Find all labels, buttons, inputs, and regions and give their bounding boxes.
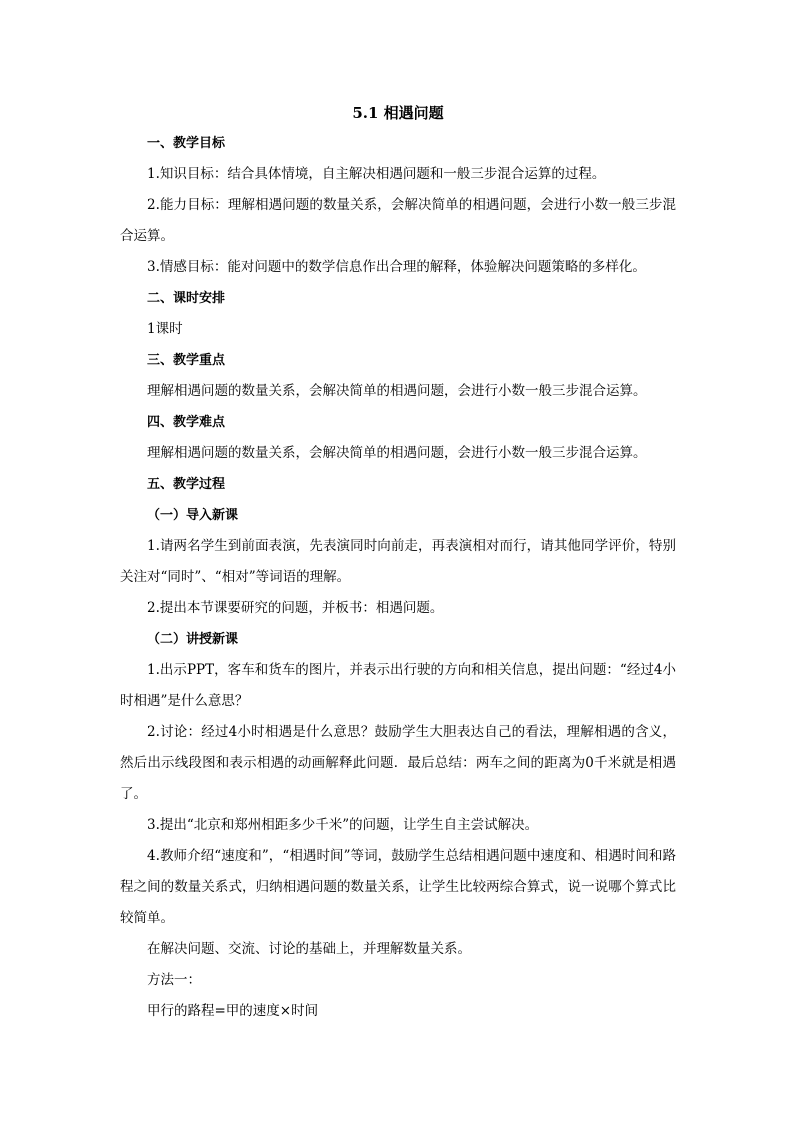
- paragraph-difficulties: 理解相遇问题的数量关系，会解决简单的相遇问题，会进行小数一般三步混合运算。: [147, 445, 647, 461]
- section-heading-key-points: 三、教学重点: [147, 353, 226, 368]
- paragraph-lesson-summary: 在解决问题、交流、讨论的基础上，并理解数量关系。: [147, 941, 471, 957]
- paragraph-lesson-2: 2.讨论：经过4小时相遇是什么意思？鼓励学生大胆表达自己的看法，理解相遇的含义，然后出示线段图和表示相遇的动画解释此问题．最后总结：两车之间的距离为0千米就是相遇了。: [120, 724, 676, 802]
- paragraph-method-one: 方法一：: [147, 972, 201, 988]
- paragraph-formula: 甲行的路程=甲的速度×时间: [147, 1003, 319, 1019]
- sub-heading-introduction: （一）导入新课: [147, 508, 239, 523]
- document-title: 5.1 相遇问题: [352, 104, 444, 122]
- paragraph-emotion-goal: 3.情感目标：能对问题中的数学信息作出合理的解释，体验解决问题策略的多样化。: [147, 259, 646, 275]
- sub-heading-new-lesson: （二）讲授新课: [147, 632, 239, 647]
- paragraph-knowledge-goal: 1.知识目标：结合具体情境，自主解决相遇问题和一般三步混合运算的过程。: [147, 166, 606, 182]
- paragraph-lesson-4: 4.教师介绍“速度和”，“相遇时间”等词，鼓励学生总结相遇问题中速度和、相遇时间和路程之间的数量关系式，归纳相遇问题的数量关系，让学生比较两综合算式，说一说哪个算式比较简单。: [120, 848, 676, 926]
- paragraph-schedule: 1课时: [147, 321, 183, 337]
- paragraph-intro-2: 2.提出本节课要研究的问题，并板书：相遇问题。: [147, 600, 444, 616]
- section-heading-schedule: 二、课时安排: [147, 291, 226, 306]
- section-heading-process: 五、教学过程: [147, 477, 226, 492]
- document-page: [120, 98, 676, 1027]
- paragraph-ability-goal: 2.能力目标：理解相遇问题的数量关系，会解决简单的相遇问题，会进行小数一般三步混合运算。: [120, 197, 676, 244]
- paragraph-key-points: 理解相遇问题的数量关系，会解决简单的相遇问题，会进行小数一般三步混合运算。: [147, 383, 647, 399]
- paragraph-lesson-3: 3.提出“北京和郑州相距多少千米”的问题，让学生自主尝试解决。: [147, 817, 539, 833]
- section-heading-difficulties: 四、教学难点: [147, 415, 226, 430]
- paragraph-lesson-1: 1.出示PPT，客车和货车的图片，并表示出行驶的方向和相关信息，提出问题：“经过4小时相遇”是什么意思？: [120, 662, 676, 709]
- paragraph-intro-1: 1.请两名学生到前面表演，先表演同时向前走，再表演相对而行，请其他同学评价，特别关注对“同时”、“相对”等词语的理解。: [120, 538, 676, 585]
- section-heading-objectives: 一、教学目标: [147, 136, 226, 151]
